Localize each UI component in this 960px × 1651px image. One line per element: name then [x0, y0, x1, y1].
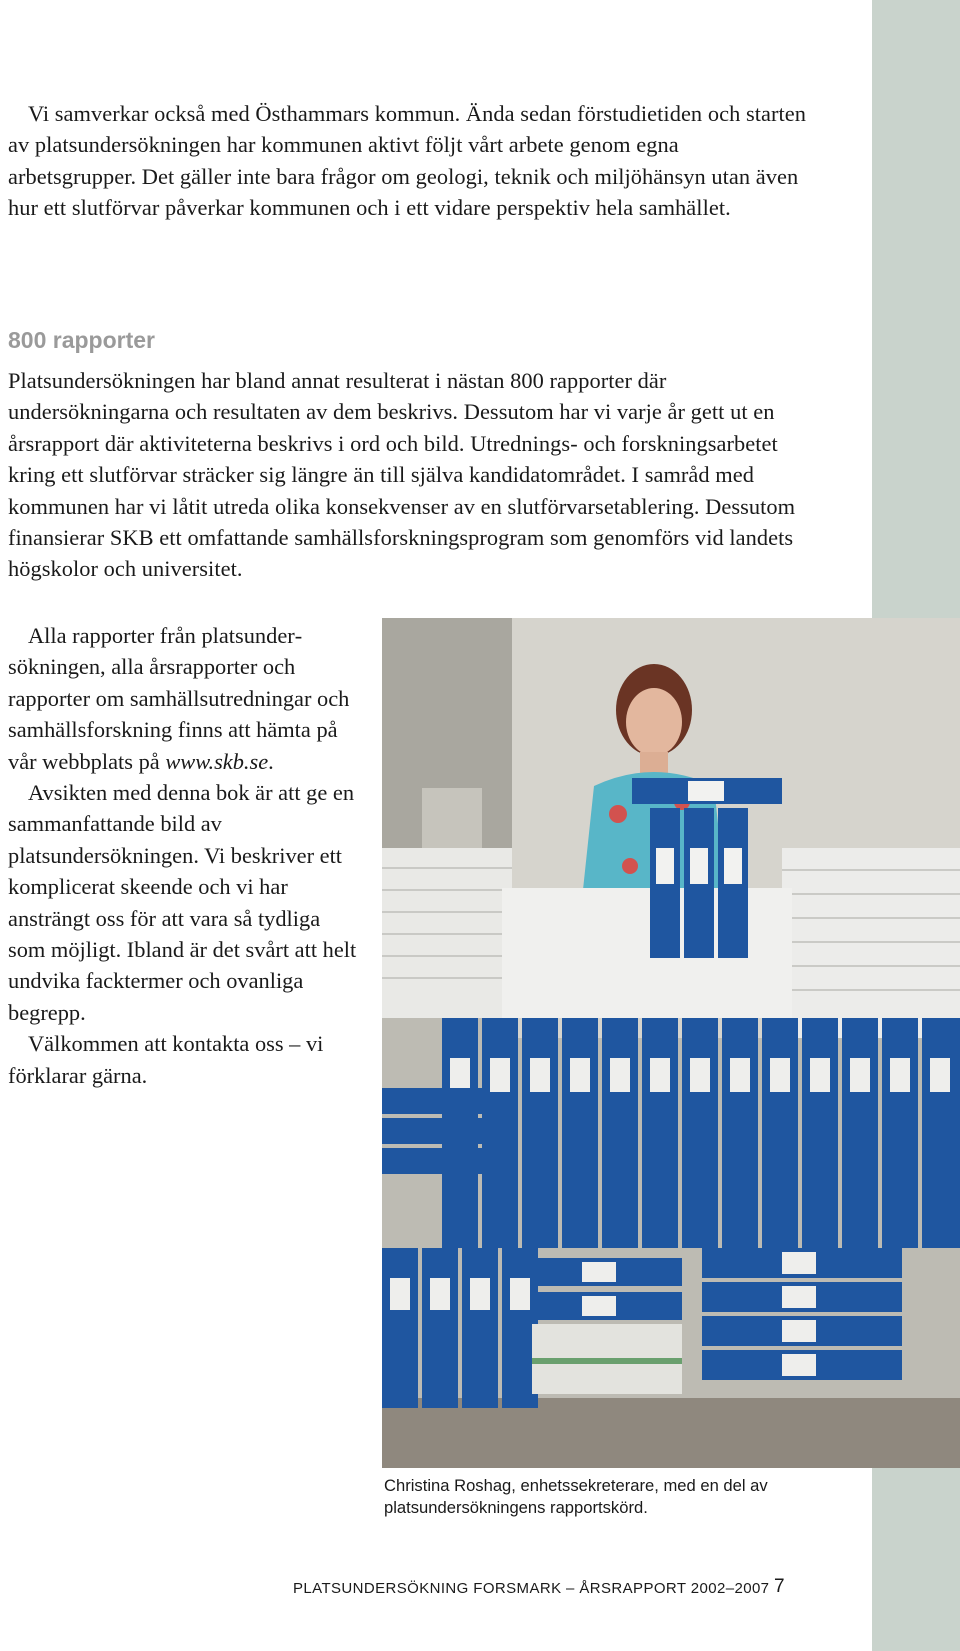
website-link[interactable]: www.skb.se — [165, 748, 269, 774]
intro-paragraph: Vi samverkar också med Östhammars kommun. Ända sedan förstudietiden och starten av platsundersökningen har kommunen aktivt följt vårt arbete genom egna arbetsgrupper. Det gäller inte bara frågor om geologi, teknik och miljöhänsyn utan även hur ett slutförvar påverkar kommunen och i ett vidare perspektiv hela samhället. — [8, 101, 806, 221]
running-footer: PLATSUNDERSÖKNING FORSMARK – ÅRSRAPPORT 2002–2007 — [293, 1580, 770, 1597]
url-suffix: . — [268, 748, 274, 774]
photo-caption: Christina Roshag, enhetssekreterare, med en del av platsundersökningens rapportskörd. — [384, 1476, 768, 1517]
section-paragraph: Platsundersökningen har bland annat resulterat i nästan 800 rapporter där undersökningarna och resultaten av dem beskrivs. Dessutom har vi varje år gett ut en årsrapport där aktiviteterna beskrivs i ord och bild. Utrednings- och forskningsarbetet kring ett slutförvar sträcker sig längre än till själva kandidatområdet. I samråd med kommunen har vi låtit utreda olika konsekvenser av en slutförvarsetablering. Dessutom finansierar SKB ett omfattande samhällsforskningsprogram som genomförs vid landets högskolor och universitet. — [8, 368, 796, 582]
reports-column — [8, 620, 358, 1091]
reports-text: Alla rapporter från platsundersökningen, alla årsrapporter och rapporter om samhällsutredningar och samhällsforskning finns att hämta på vår webbplats på — [8, 623, 350, 774]
page-number: 7 — [774, 1576, 785, 1597]
reports-paragraph — [8, 620, 358, 777]
section-heading: 800 rapporter — [8, 327, 156, 353]
welcome-paragraph: Välkommen att kontakta oss – vi förklarar gärna. — [8, 1031, 324, 1088]
photo-binders — [382, 618, 960, 1468]
purpose-paragraph: Avsikten med denna bok är att ge en sammanfattande bild av platsundersökningen. Vi beskriver ett komplicerat skeende och vi har ansträngt oss för att vara så tydliga som möjligt. Ibland är det svårt att helt undvika facktermer och ovanliga begrepp. — [8, 780, 357, 1025]
